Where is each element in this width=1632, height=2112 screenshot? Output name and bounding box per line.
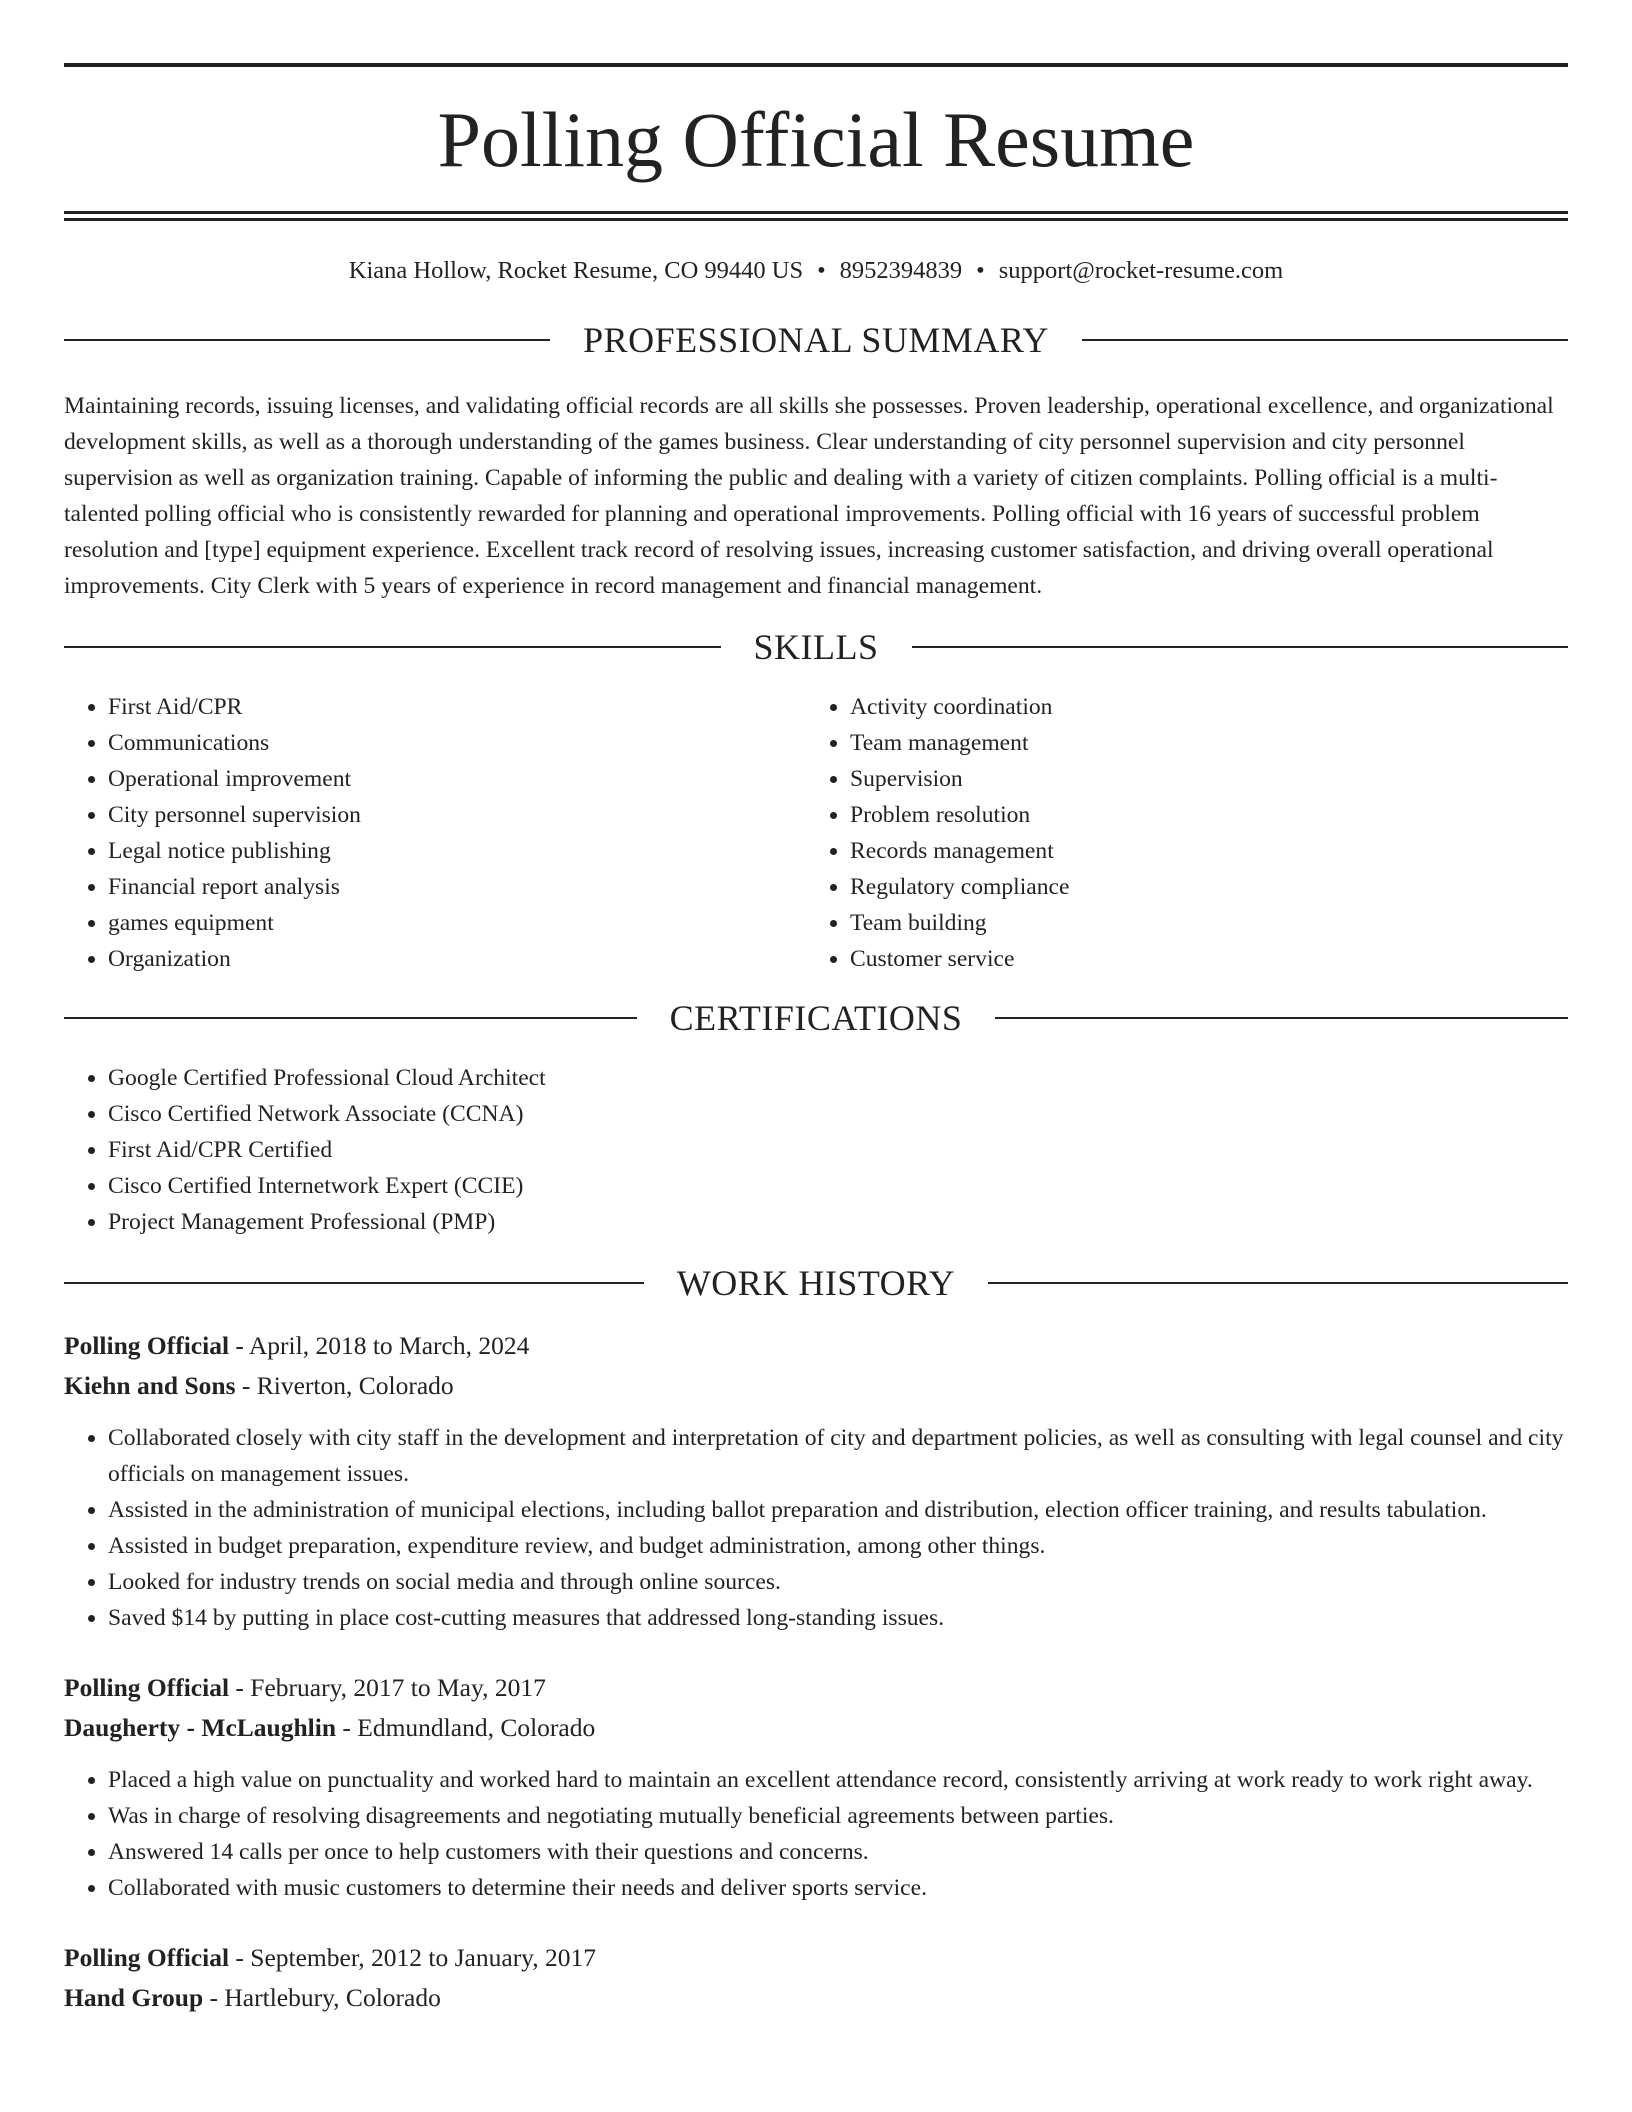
list-item: • City personnel supervision bbox=[108, 797, 806, 833]
contact-address: Kiana Hollow, Rocket Resume, CO 99440 US bbox=[348, 257, 804, 284]
list-item: • Team building bbox=[850, 905, 1548, 941]
list-item: • Collaborated closely with city staff in the development and interpretation of city and department policies, as well as consulting with legal counsel and city officials on management issues. bbox=[108, 1420, 1568, 1492]
certifications-list bbox=[64, 1060, 1568, 1240]
work-history-heading bbox=[64, 1262, 1568, 1304]
summary-text: Maintaining records, issuing licenses, and validating official records are all skills she possesses. Proven leadership, operational excellence, and organizational development skills, as well as a thorough understanding of the games business. Clear understanding of city personnel supervision and city personnel supervision as well as organization training. Capable of informing the public and dealing with a variety of citizen complaints. Polling official is a multi-talented polling official who is consistently rewarded for planning and operational improvements. Polling official with 16 years of successful problem resolution and [type] equipment experience. Excellent track record of resolving issues, increasing customer satisfaction, and driving overall operational improvements. City Clerk with 5 years of experience in record management and financial management. bbox=[64, 393, 1554, 599]
list-item: • Answered 14 calls per once to help customers with their questions and concerns. bbox=[108, 1834, 1568, 1870]
job-title-line bbox=[64, 1326, 1568, 1366]
job-title-line bbox=[64, 1938, 1568, 1978]
heading-rule bbox=[64, 1282, 644, 1284]
contact-line bbox=[64, 257, 1568, 285]
job-location: - Edmundland, Colorado bbox=[336, 1713, 596, 1742]
job-company: Kiehn and Sons bbox=[64, 1371, 236, 1400]
job-entry bbox=[64, 1326, 1568, 1636]
list-item: • Cisco Certified Internetwork Expert (CCIE) bbox=[108, 1168, 1568, 1204]
skills-heading bbox=[64, 626, 1568, 668]
skills-list-right bbox=[806, 689, 1548, 977]
list-item: • First Aid/CPR bbox=[108, 689, 806, 725]
list-item: • Was in charge of resolving disagreements and negotiating mutually beneficial agreements between parties. bbox=[108, 1798, 1568, 1834]
list-item: • First Aid/CPR Certified bbox=[108, 1132, 1568, 1168]
job-location: - Hartlebury, Colorado bbox=[203, 1983, 441, 2012]
heading-rule bbox=[912, 646, 1569, 648]
list-item: • Looked for industry trends on social media and through online sources. bbox=[108, 1564, 1568, 1600]
job-location: - Riverton, Colorado bbox=[235, 1371, 454, 1400]
heading-rule bbox=[1082, 339, 1568, 341]
job-company-line bbox=[64, 1978, 1568, 2018]
job-entry bbox=[64, 1938, 1568, 2018]
skills-columns bbox=[64, 689, 1568, 977]
list-item: • Operational improvement bbox=[108, 761, 806, 797]
job-dates: - April, 2018 to March, 2024 bbox=[229, 1331, 530, 1360]
list-item: • Assisted in budget preparation, expenditure review, and budget administration, among other things. bbox=[108, 1528, 1568, 1564]
summary-heading bbox=[64, 319, 1568, 361]
heading-rule bbox=[64, 646, 721, 648]
list-item: • Collaborated with music customers to determine their needs and deliver sports service. bbox=[108, 1870, 1568, 1906]
list-item: • Google Certified Professional Cloud Architect bbox=[108, 1060, 1568, 1096]
contact-phone: 8952394839 bbox=[839, 257, 963, 284]
list-item: • Assisted in the administration of municipal elections, including ballot preparation and distribution, election officer training, and results tabulation. bbox=[108, 1492, 1568, 1528]
section-title: CERTIFICATIONS bbox=[669, 998, 963, 1038]
list-item: • Activity coordination bbox=[850, 689, 1548, 725]
list-item: • Financial report analysis bbox=[108, 869, 806, 905]
contact-separator: • bbox=[976, 257, 985, 284]
list-item: • Team management bbox=[850, 725, 1548, 761]
list-item: • Project Management Professional (PMP) bbox=[108, 1204, 1568, 1240]
job-company: Daugherty - McLaughlin bbox=[64, 1713, 337, 1742]
certifications-heading bbox=[64, 997, 1568, 1039]
job-title-line bbox=[64, 1668, 1568, 1708]
job-bullets bbox=[64, 1762, 1568, 1906]
list-item: • Cisco Certified Network Associate (CCNA) bbox=[108, 1096, 1568, 1132]
job-title: Polling Official bbox=[64, 1673, 230, 1702]
list-item: • Customer service bbox=[850, 941, 1548, 977]
section-title: WORK HISTORY bbox=[676, 1263, 956, 1303]
list-item: • Problem resolution bbox=[850, 797, 1548, 833]
heading-rule bbox=[64, 1017, 637, 1019]
resume-title: Polling Official Resume bbox=[437, 96, 1195, 183]
contact-email: support@rocket-resume.com bbox=[998, 257, 1284, 284]
job-bullets bbox=[64, 1420, 1568, 1636]
list-item: • Organization bbox=[108, 941, 806, 977]
list-item: • Records management bbox=[850, 833, 1548, 869]
list-item: • Regulatory compliance bbox=[850, 869, 1548, 905]
list-item: • Saved $14 by putting in place cost-cutting measures that addressed long-standing issues. bbox=[108, 1600, 1568, 1636]
section-title: SKILLS bbox=[753, 627, 879, 667]
list-item: • Placed a high value on punctuality and worked hard to maintain an excellent attendance record, consistently arriving at work ready to work right away. bbox=[108, 1762, 1568, 1798]
resume-page bbox=[64, 0, 1568, 2018]
heading-rule bbox=[995, 1017, 1568, 1019]
list-item: • Communications bbox=[108, 725, 806, 761]
heading-rule bbox=[64, 339, 550, 341]
skills-list-left bbox=[64, 689, 806, 977]
title-double-rule bbox=[64, 211, 1568, 221]
job-title: Polling Official bbox=[64, 1331, 230, 1360]
job-company-line bbox=[64, 1366, 1568, 1406]
job-company: Hand Group bbox=[64, 1983, 204, 2012]
job-dates: - September, 2012 to January, 2017 bbox=[229, 1943, 597, 1972]
job-dates: - February, 2017 to May, 2017 bbox=[229, 1673, 546, 1702]
job-title: Polling Official bbox=[64, 1943, 230, 1972]
list-item: • Legal notice publishing bbox=[108, 833, 806, 869]
job-company-line bbox=[64, 1708, 1568, 1748]
heading-rule bbox=[988, 1282, 1568, 1284]
section-title: PROFESSIONAL SUMMARY bbox=[583, 320, 1049, 360]
list-item: • Supervision bbox=[850, 761, 1548, 797]
job-entry bbox=[64, 1668, 1568, 1906]
contact-separator: • bbox=[817, 257, 826, 284]
list-item: • games equipment bbox=[108, 905, 806, 941]
